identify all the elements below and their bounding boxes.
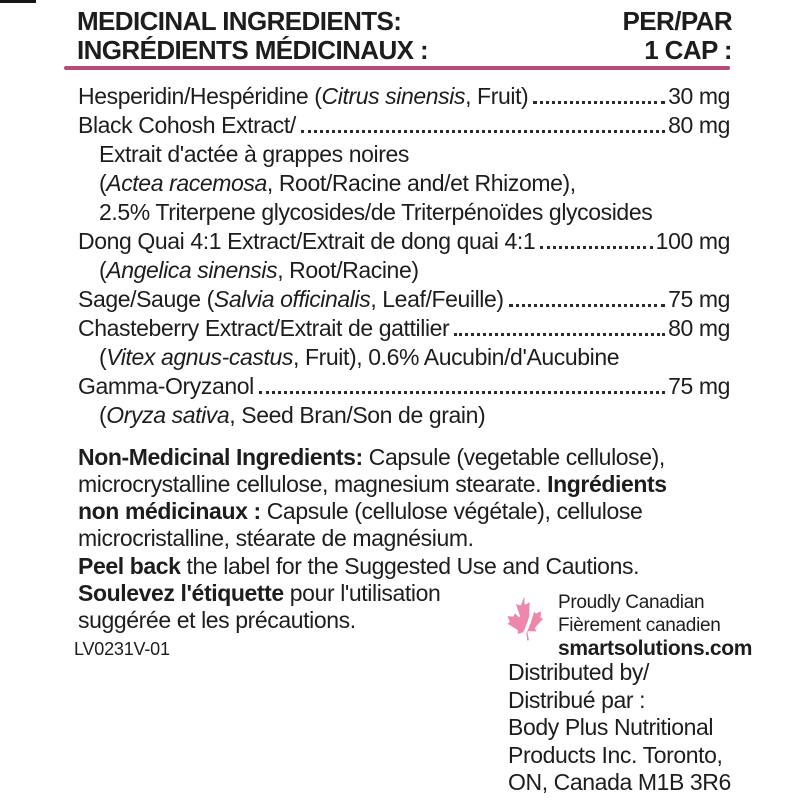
distributor-line: Distributed by/ <box>508 659 650 685</box>
ingredient-subline <box>78 140 730 169</box>
non-medicinal-line <box>78 498 750 525</box>
text-segment: Black Cohosh Extract/ <box>78 112 296 138</box>
text-segment: Capsule (vegetable cellulose), <box>362 444 665 470</box>
ingredient-row <box>78 314 730 343</box>
ingredient-name <box>78 285 504 314</box>
proudly-canadian-block <box>504 591 752 661</box>
ingredient-row <box>78 285 730 314</box>
distributor-line: Distribué par : <box>508 686 646 713</box>
text-segment: the label for the Suggested Use and Cautions. <box>180 553 640 579</box>
text-segment: Capsule (cellulose végétale), cellulose <box>260 498 643 524</box>
ingredient-subline <box>78 256 730 285</box>
ingredient-amount: 80 mg <box>668 315 730 341</box>
canada-text <box>558 591 752 661</box>
text-segment: 2.5% Triterpene glycosides/de Triterpénoïdes glycosides <box>99 199 653 225</box>
ingredient-amount: 75 mg <box>668 373 730 399</box>
one-cap-label: 1 CAP : <box>644 35 732 65</box>
text-segment: , Leaf/Feuille) <box>370 286 504 312</box>
text-segment: , Fruit) <box>465 83 529 109</box>
ingredient-row <box>78 372 730 401</box>
per-par-label: PER/PAR <box>622 6 732 36</box>
text-segment: Hesperidin/Hespéridine ( <box>78 83 322 109</box>
ingredient-name <box>78 227 535 256</box>
ingredient-amount: 100 mg <box>655 228 730 254</box>
proudly-canadian-en: Proudly Canadian <box>558 592 705 613</box>
dot-leader <box>259 391 665 394</box>
text-segment: Actea racemosa <box>106 170 267 196</box>
distributor-line: Products Inc. Toronto, <box>508 741 723 768</box>
ingredient-name <box>78 314 449 343</box>
ingredient-row <box>78 111 730 140</box>
text-segment: Salvia officinalis <box>213 286 371 312</box>
ingredient-subline <box>78 198 730 227</box>
header-titles <box>77 7 428 65</box>
text-segment: Vitex agnus-castus <box>106 344 293 370</box>
text-segment: microcristalline, stéarate de magnésium. <box>78 525 474 551</box>
title-english: MEDICINAL INGREDIENTS: <box>77 6 402 36</box>
dot-leader <box>533 101 665 104</box>
dot-leader <box>540 246 652 249</box>
ingredient-name <box>78 111 296 140</box>
peel-note-line <box>78 553 678 580</box>
ingredient-name <box>78 82 528 111</box>
text-segment: non médicinaux : <box>78 498 261 524</box>
text-segment: , Root/Racine and/et Rhizome), <box>266 170 576 196</box>
text-segment: ( <box>99 402 107 428</box>
ingredient-row <box>78 82 730 111</box>
distributor-line: Body Plus Nutritional <box>508 714 714 740</box>
text-segment: Sage/Sauge ( <box>78 286 214 312</box>
ingredient-row <box>78 227 730 256</box>
text-segment: Chasteberry Extract/Extrait de gattilier <box>78 315 450 341</box>
proudly-canadian-fr: Fièrement canadien <box>558 615 721 636</box>
text-segment: pour l'utilisation <box>283 580 441 606</box>
text-segment: Peel back <box>78 553 181 579</box>
text-segment: Oryza sativa <box>106 402 230 428</box>
ingredient-amount: 30 mg <box>668 83 730 109</box>
text-segment: , Root/Racine) <box>277 257 419 283</box>
text-segment: ( <box>99 257 107 283</box>
lot-code: LV0231V-01 <box>74 639 170 659</box>
text-segment: Gamma-Oryzanol <box>78 373 254 399</box>
website-text: smartsolutions.com <box>558 637 753 660</box>
distributor-block <box>508 659 731 797</box>
text-segment: Angelica sinensis <box>106 257 278 283</box>
ingredient-amount: 80 mg <box>668 112 730 138</box>
ingredients-list <box>78 82 730 430</box>
non-medicinal-line <box>78 444 750 471</box>
pink-divider-rule <box>64 66 730 70</box>
text-segment: Dong Quai 4:1 Extract/Extrait de dong quai 4:1 <box>78 228 536 254</box>
dot-leader <box>454 333 665 336</box>
text-segment: , Seed Bran/Son de grain) <box>229 402 486 428</box>
text-segment: ( <box>99 170 107 196</box>
ingredient-amount: 75 mg <box>668 286 730 312</box>
text-segment: microcrystalline cellulose, magnesium stearate. <box>78 471 548 497</box>
ingredient-subline <box>78 343 730 372</box>
title-french: INGRÉDIENTS MÉDICINAUX : <box>77 35 429 65</box>
text-segment: Citrus sinensis <box>321 83 466 109</box>
per-serving-header <box>623 7 732 65</box>
text-segment: Non-Medicinal Ingredients: <box>78 444 363 470</box>
non-medicinal-line <box>78 471 750 498</box>
panel-header <box>77 7 732 65</box>
text-segment: Ingrédients <box>547 471 667 497</box>
ingredient-subline <box>78 169 730 198</box>
dot-leader <box>301 130 665 133</box>
ingredient-name <box>78 372 254 401</box>
label-edge-mark <box>0 0 36 3</box>
text-segment: ( <box>99 344 107 370</box>
text-segment: suggérée et les précautions. <box>78 607 356 633</box>
ingredient-subline <box>78 401 730 430</box>
maple-leaf-icon <box>501 591 555 649</box>
non-medicinal-paragraph <box>78 444 750 552</box>
distributor-line: ON, Canada M1B 3R6 <box>508 769 731 795</box>
non-medicinal-line <box>78 525 750 552</box>
dot-leader <box>509 304 665 307</box>
text-segment: , Fruit), 0.6% Aucubin/d'Aucubine <box>292 344 620 370</box>
text-segment: Extrait d'actée à grappes noires <box>99 141 409 167</box>
text-segment: Soulevez l'étiquette <box>78 580 284 606</box>
